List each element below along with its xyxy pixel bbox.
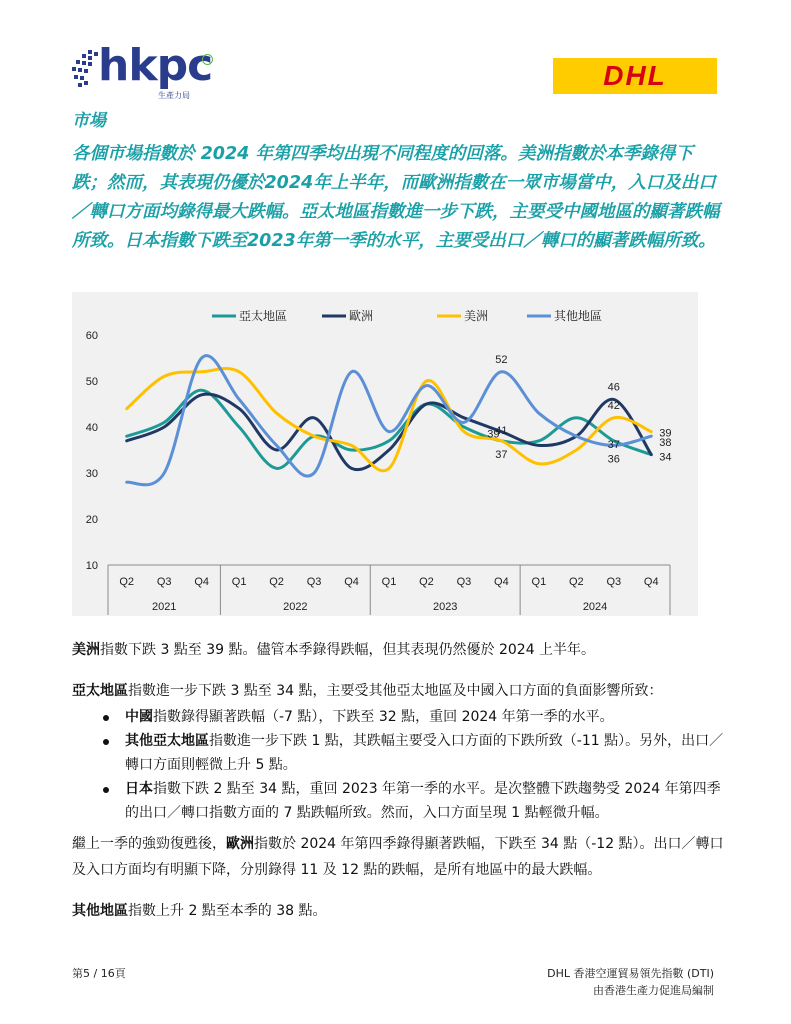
x-tick-label: Q3 xyxy=(456,576,472,588)
europe-text: 指數於 2024 年第四季錄得顯著跌幅，下跌至 34 點（-12 點）。出口／轉口及入口方面均有明顯下降，分別錄得 11 及 12 點的跌幅，是所有地區中的最大跌幅。 xyxy=(72,836,724,878)
footer-info xyxy=(500,965,714,999)
y-tick-label: 60 xyxy=(85,330,98,342)
hkpc-logo-text: hkpc xyxy=(98,40,213,91)
asia-pacific-text: 指數進一步下跌 3 點至 34 點，主要受其他亞太地區及中國入口方面的負面影響所致： xyxy=(128,683,663,699)
europe-label: 歐洲 xyxy=(226,836,254,852)
bullet-text: 指數下跌 2 點至 34 點，重回 2023 年第一季的水平。是次整體下跌趨勢受 2024 年第四季的出口／轉口指數方面的 7 點跌幅所致。然而，入口方面呈現 1 點輕微升幅。 xyxy=(125,781,721,821)
section-title: 市場 xyxy=(72,111,106,131)
americas-label: 美洲 xyxy=(72,642,100,658)
data-label: 34 xyxy=(659,451,672,464)
footer-compiled: 由香港生產力促進局編制 xyxy=(593,984,714,997)
year-group-label: 2022 xyxy=(283,601,308,613)
y-tick-label: 30 xyxy=(85,468,98,480)
x-tick-label: Q2 xyxy=(119,576,135,588)
data-label: 37 xyxy=(495,448,508,461)
x-tick-label: Q3 xyxy=(606,576,622,588)
bullet-label: 日本 xyxy=(125,781,153,797)
list-item xyxy=(95,777,730,825)
y-tick-label: 50 xyxy=(85,376,98,388)
x-tick-label: Q1 xyxy=(381,576,397,588)
americas-text: 指數下跌 3 點至 39 點。儘管本季錄得跌幅，但其表現仍然優於 2024 上半年。 xyxy=(100,642,596,658)
x-tick-label: Q4 xyxy=(194,576,210,588)
bullet-text: 指數錄得顯著跌幅（-7 點），下跌至 32 點，重回 2024 年第一季的水平。 xyxy=(153,709,614,725)
other-regions-text: 指數上升 2 點至本季的 38 點。 xyxy=(128,903,327,919)
bullet-label: 中國 xyxy=(125,709,153,725)
x-tick-label: Q3 xyxy=(306,576,322,588)
chart-svg xyxy=(72,292,698,616)
data-label: 39 xyxy=(659,427,672,440)
europe-paragraph xyxy=(72,831,732,883)
registered-mark-icon xyxy=(202,54,213,65)
year-group-label: 2024 xyxy=(582,601,608,613)
dhl-logo-text: DHL xyxy=(603,60,667,91)
data-label: 36 xyxy=(607,453,620,466)
americas-paragraph xyxy=(72,637,595,663)
hkpc-logo-dots-icon xyxy=(72,50,100,90)
dhl-logo xyxy=(553,58,717,94)
legend-label: 美洲 xyxy=(464,309,489,323)
legend-label: 歐洲 xyxy=(349,309,374,323)
x-tick-label: Q1 xyxy=(231,576,247,588)
asia-pacific-label: 亞太地區 xyxy=(72,683,128,699)
x-tick-label: Q1 xyxy=(531,576,547,588)
data-label: 41 xyxy=(495,424,508,437)
market-index-chart xyxy=(72,292,698,616)
bullet-icon xyxy=(103,787,109,793)
year-group-label: 2023 xyxy=(432,601,458,613)
list-item xyxy=(95,729,730,777)
x-tick-label: Q2 xyxy=(568,576,584,588)
x-tick-label: Q4 xyxy=(643,576,659,588)
other-regions-paragraph xyxy=(72,898,327,924)
page-number: 第5 / 16頁 xyxy=(72,967,126,980)
bullet-icon xyxy=(103,739,109,745)
bullet-label: 其他亞太地區 xyxy=(125,733,209,749)
data-label: 38 xyxy=(659,437,672,450)
asia-pacific-bullets xyxy=(95,705,730,825)
x-tick-label: Q4 xyxy=(344,576,359,588)
x-tick-label: Q2 xyxy=(269,576,284,588)
x-tick-label: Q2 xyxy=(419,576,434,588)
data-label: 37 xyxy=(607,438,620,451)
legend-label: 其他地區 xyxy=(554,309,603,323)
list-item xyxy=(95,705,730,729)
y-tick-label: 20 xyxy=(85,514,98,526)
bullet-text: 指數進一步下跌 1 點，其跌幅主要受入口方面的下跌所致（-11 點）。另外，出口／轉口方面則輕微上升 5 點。 xyxy=(125,733,724,773)
legend-label: 亞太地區 xyxy=(239,309,288,323)
footer-title: DHL 香港空運貿易領先指數 (DTI) xyxy=(547,967,714,980)
data-label: 46 xyxy=(607,381,620,394)
data-label: 42 xyxy=(607,399,620,412)
data-label: 39 xyxy=(487,428,500,441)
section-intro: 各個市場指數於 2024 年第四季均出現不同程度的回落。美洲指數於本季錄得下跌；然而，其表現仍優於2024年上半年，而歐洲指數在一眾市場當中，入口及出口／轉口方面均錄得最大跌幅。亞太地區指數進一步下跌，主要受中國地區的顯著跌幅所致。日本指數下跌至2023年第一季的水平，主要受出口／轉口的顯著跌幅所致。 xyxy=(72,144,720,251)
hkpc-logo xyxy=(72,40,213,102)
hkpc-logo-subtext: 生產力局 xyxy=(158,91,190,100)
series-line-3 xyxy=(127,353,652,485)
other-regions-label: 其他地區 xyxy=(72,903,128,919)
series-line-0 xyxy=(127,390,652,468)
x-tick-label: Q3 xyxy=(156,576,172,588)
bullet-icon xyxy=(103,715,109,721)
data-label: 52 xyxy=(495,353,508,366)
asia-pacific-paragraph xyxy=(72,678,663,704)
europe-prefix: 繼上一季的強勁復甦後， xyxy=(72,836,226,852)
y-tick-label: 10 xyxy=(85,560,98,572)
y-tick-label: 40 xyxy=(85,422,98,434)
x-tick-label: Q4 xyxy=(494,576,509,588)
year-group-label: 2021 xyxy=(151,601,177,613)
